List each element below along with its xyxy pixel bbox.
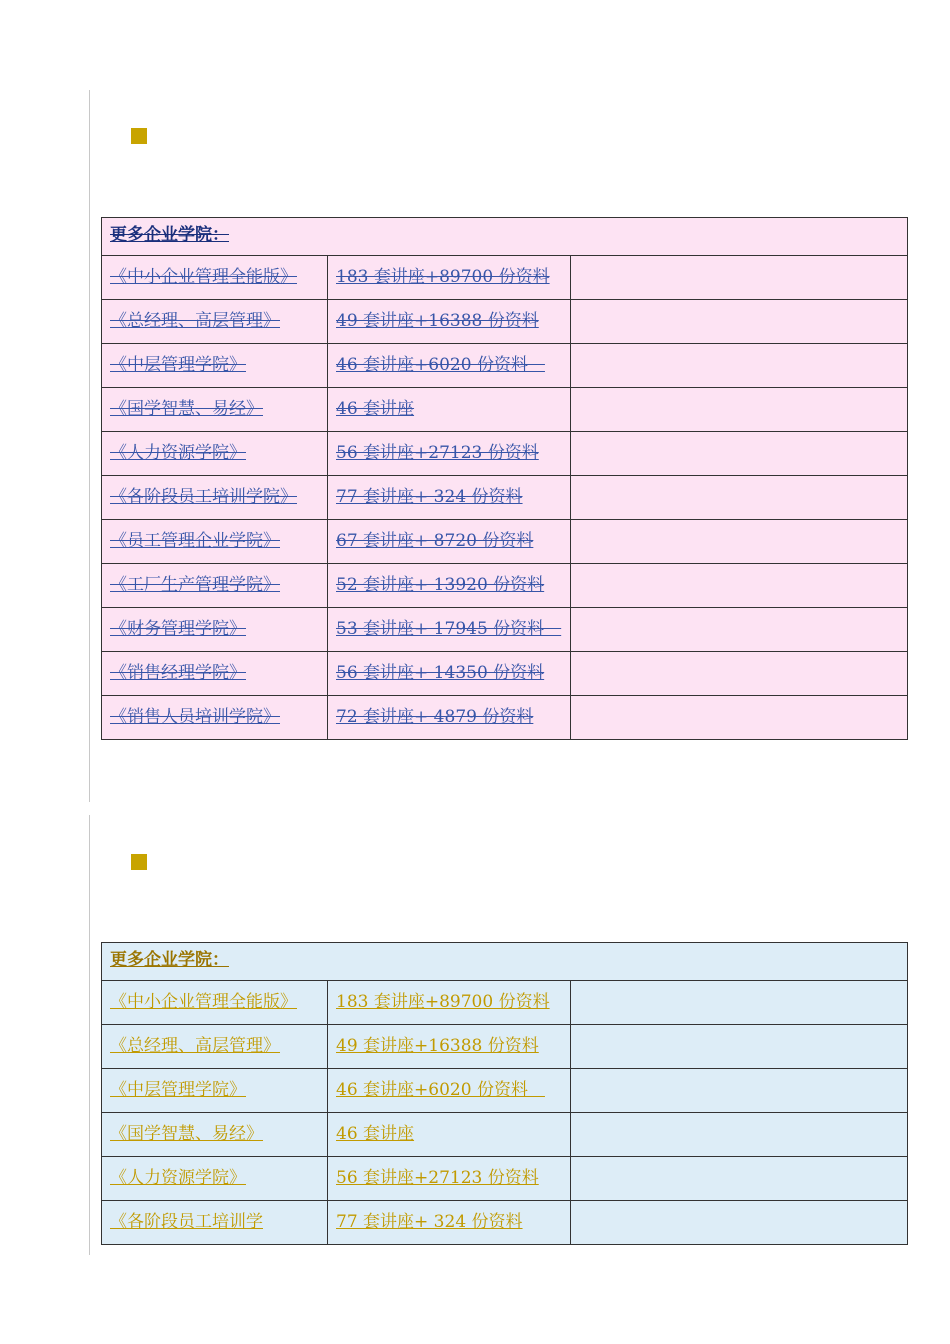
course-name-link[interactable]: 《工厂生产管理学院》 [110,575,280,595]
course-desc-link[interactable]: 56 套讲座+27123 份资料 [336,1168,539,1188]
section-title-link[interactable]: 更多企业学院： [110,950,229,970]
course-name-cell [102,608,328,652]
course-name-cell [102,1025,328,1069]
course-desc-cell [328,432,571,476]
table-row [102,1025,908,1069]
course-desc-link[interactable]: 183 套讲座+89700 份资料 [336,267,550,287]
course-desc-cell [328,256,571,300]
table-row [102,564,908,608]
course-desc-cell [328,520,571,564]
course-name-link[interactable]: 《销售人员培训学院》 [110,707,280,727]
course-desc-link[interactable]: 49 套讲座+16388 份资料 [336,1036,539,1056]
course-name-link[interactable]: 《总经理、高层管理》 [110,1036,280,1056]
course-name-cell [102,564,328,608]
course-desc-cell [328,300,571,344]
course-name-link[interactable]: 《人力资源学院》 [110,1168,246,1188]
course-name-cell [102,1201,328,1245]
course-name-link[interactable]: 《总经理、高层管理》 [110,311,280,331]
table-header-cell [102,218,908,256]
table-row [102,1157,908,1201]
course-desc-link[interactable]: 56 套讲座+ 14350 份资料 [336,663,545,683]
table-row [102,652,908,696]
course-name-cell [102,1113,328,1157]
course-desc-link[interactable]: 46 套讲座 [336,1124,415,1144]
course-name-link[interactable]: 《中层管理学院》 [110,355,246,375]
empty-cell [571,256,908,300]
empty-cell [571,1113,908,1157]
table-row [102,476,908,520]
course-name-cell [102,476,328,520]
course-desc-cell [328,1113,571,1157]
course-desc-cell [328,1201,571,1245]
course-name-cell [102,520,328,564]
course-name-link[interactable]: 《中小企业管理全能版》 [110,992,297,1012]
course-name-link[interactable]: 《中层管理学院》 [110,1080,246,1100]
empty-cell [571,344,908,388]
course-name-link[interactable]: 《国学智慧、易经》 [110,1124,263,1144]
course-desc-cell [328,652,571,696]
square-bullet-icon [131,128,147,144]
course-desc-link[interactable]: 72 套讲座+ 4879 份资料 [336,707,534,727]
course-desc-link[interactable]: 49 套讲座+16388 份资料 [336,311,539,331]
table-row [102,300,908,344]
empty-cell [571,564,908,608]
table-row [102,1113,908,1157]
table-row [102,520,908,564]
course-desc-link[interactable]: 183 套讲座+89700 份资料 [336,992,550,1012]
course-desc-cell [328,1069,571,1113]
course-desc-cell [328,344,571,388]
course-name-link[interactable]: 《中小企业管理全能版》 [110,267,297,287]
course-name-link[interactable]: 《各阶段员工培训学 [110,1212,263,1232]
course-desc-link[interactable]: 56 套讲座+27123 份资料 [336,443,539,463]
course-name-cell [102,1069,328,1113]
course-desc-link[interactable]: 77 套讲座+ 324 份资料 [336,487,523,507]
table-row [102,432,908,476]
course-desc-link[interactable]: 53 套讲座+ 17945 份资料 [336,619,562,639]
empty-cell [571,432,908,476]
course-name-cell [102,696,328,740]
course-table-blue [101,942,908,1245]
margin-line-top [89,90,90,802]
course-name-cell [102,256,328,300]
course-desc-link[interactable]: 52 套讲座+ 13920 份资料 [336,575,545,595]
course-desc-link[interactable]: 46 套讲座 [336,399,415,419]
course-name-link[interactable]: 《财务管理学院》 [110,619,246,639]
course-desc-link[interactable]: 46 套讲座+6020 份资料 [336,1080,545,1100]
empty-cell [571,652,908,696]
course-name-cell [102,652,328,696]
table-row [102,608,908,652]
table-row [102,344,908,388]
empty-cell [571,388,908,432]
table-row [102,1201,908,1245]
section-title-link[interactable]: 更多企业学院： [110,225,229,245]
course-desc-link[interactable]: 77 套讲座+ 324 份资料 [336,1212,523,1232]
table-row [102,1069,908,1113]
course-desc-link[interactable]: 46 套讲座+6020 份资料 [336,355,545,375]
empty-cell [571,981,908,1025]
course-name-cell [102,1157,328,1201]
empty-cell [571,520,908,564]
course-name-link[interactable]: 《人力资源学院》 [110,443,246,463]
course-desc-cell [328,1157,571,1201]
empty-cell [571,476,908,520]
table-row [102,256,908,300]
table-header-cell [102,943,908,981]
table-row [102,388,908,432]
course-table-pink [101,217,908,740]
course-name-link[interactable]: 《国学智慧、易经》 [110,399,263,419]
course-name-cell [102,432,328,476]
empty-cell [571,1025,908,1069]
square-bullet-icon [131,854,147,870]
course-desc-cell [328,564,571,608]
empty-cell [571,300,908,344]
course-desc-cell [328,981,571,1025]
course-name-cell [102,981,328,1025]
empty-cell [571,1069,908,1113]
course-desc-link[interactable]: 67 套讲座+ 8720 份资料 [336,531,534,551]
table-row [102,696,908,740]
course-desc-cell [328,388,571,432]
course-name-link[interactable]: 《各阶段员工培训学院》 [110,487,297,507]
course-desc-cell [328,696,571,740]
course-name-link[interactable]: 《销售经理学院》 [110,663,246,683]
course-name-cell [102,300,328,344]
course-name-cell [102,388,328,432]
empty-cell [571,608,908,652]
empty-cell [571,1201,908,1245]
empty-cell [571,1157,908,1201]
empty-cell [571,696,908,740]
course-name-link[interactable]: 《员工管理企业学院》 [110,531,280,551]
table-row [102,981,908,1025]
course-name-cell [102,344,328,388]
course-desc-cell [328,1025,571,1069]
course-desc-cell [328,476,571,520]
margin-line-bottom [89,815,90,1255]
course-desc-cell [328,608,571,652]
